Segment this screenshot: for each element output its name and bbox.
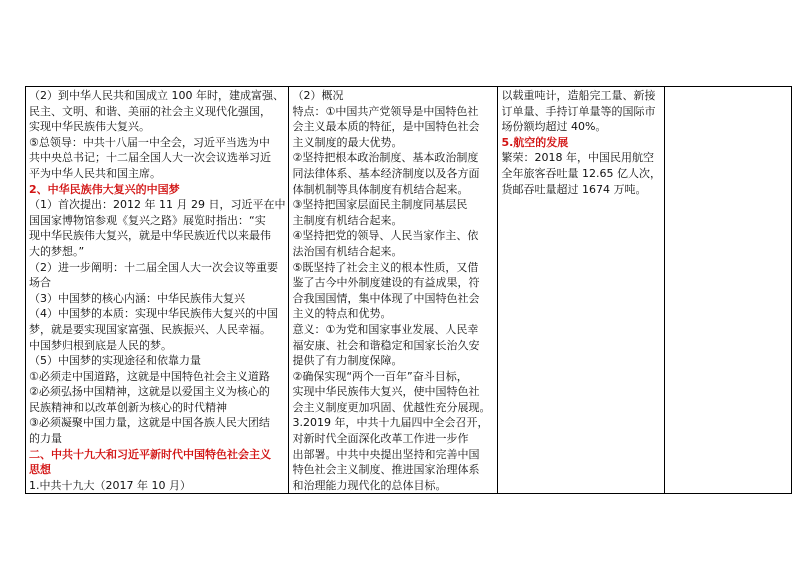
table-row [26, 87, 792, 494]
text-line: 1.中共十九大（2017 年 10 月） [29, 478, 191, 492]
text-line: 繁荣：2018 年，中国民用航空 [501, 151, 654, 165]
text-line: 福安康、社会和谐稳定和国家长治久安 [292, 338, 480, 352]
text-line: ③必须凝聚中国力量，这就是中国各族人民大团结 [29, 416, 270, 430]
column-4-cell [664, 87, 791, 494]
text-line: （4）中国梦的本质：实现中华民族伟大复兴的中国 [29, 307, 278, 321]
column-3-cell [498, 87, 664, 494]
text-line: （3）中国梦的核心内涵：中华民族伟大复兴 [29, 291, 245, 305]
text-line: 中国梦归根到底是人民的梦。 [29, 338, 172, 352]
text-line: 场份额均超过 40%。 [501, 120, 607, 134]
section-heading: 二、中共十九大和习近平新时代中国特色社会主义 [29, 447, 271, 461]
text-line: 对新时代全面深化改革工作进一步作 [292, 432, 469, 446]
text-line: ②必须弘扬中国精神，这就是以爱国主义为核心的 [29, 385, 270, 399]
text-line: 订单量、手持订单量等的国际市 [501, 104, 656, 118]
text-line: 实现中华民族伟大复兴。 [29, 120, 150, 134]
text-line: 法治国有机结合起来。 [292, 244, 403, 258]
text-line: 场合 [29, 276, 51, 290]
text-line: 意义：①为党和国家事业发展、人民幸 [292, 322, 479, 336]
text-line: ⑤总领导：中共十八届一中全会，习近平当选为中 [29, 135, 270, 149]
text-line: 货邮吞吐量超过 1674 万吨。 [501, 182, 647, 196]
text-line: ④坚持把党的领导、人民当家作主、依 [292, 229, 479, 243]
text-line: 特色社会主义制度、推进国家治理体系 [292, 463, 480, 477]
text-line: 提供了有力制度保障。 [292, 354, 403, 368]
column-1-cell [26, 87, 289, 494]
text-line: ③坚持把国家层面民主制度同基层民 [292, 198, 468, 212]
text-line: 民族精神和以改革创新为核心的时代精神 [29, 400, 227, 414]
text-line: 会主义制度更加巩固、优越性充分展现。 [292, 400, 491, 414]
text-line: （5）中国梦的实现途径和依靠力量 [29, 354, 201, 368]
text-line: （2）概况 [292, 89, 344, 102]
text-line: 主义的特点和优势。 [292, 307, 392, 321]
text-line: 梦，就是要实现国家富强、民族振兴、人民幸福。 [29, 322, 271, 336]
text-line: 国国家博物馆参观《复兴之路》展览时指出：“实 [29, 213, 266, 227]
text-line: 主制度有机结合起来。 [292, 213, 403, 227]
text-line: 体制机制等具体制度有机结合起来。 [292, 182, 469, 196]
text-line: 以载重吨计，造船完工量、新接 [501, 89, 656, 102]
text-line: 大的梦想。” [29, 244, 85, 258]
text-line: ②确保实现“两个一百年”奋斗目标， [292, 369, 468, 383]
text-line: （2）进一步阐明：十二届全国人大一次会议等重要 [29, 260, 278, 274]
text-line: 出部署。中共中央提出坚持和完善中国 [292, 447, 480, 461]
text-line: 特点：①中国共产党领导是中国特色社 [292, 104, 479, 118]
text-line: 全年旅客吞吐量 12.65 亿人次， [501, 166, 661, 180]
section-heading: 5.航空的发展 [501, 135, 569, 149]
text-line: （2）到中华人民共和国成立 100 年时，建成富强、 [29, 89, 284, 102]
text-line: 的力量 [29, 432, 62, 446]
text-line: 民主、文明、和谐、美丽的社会主义现代化强国， [29, 104, 271, 118]
text-line: 和治理能力现代化的总体目标。 [292, 478, 447, 492]
text-line: 合我国国情，集中体现了中国特色社会 [292, 291, 480, 305]
text-line: 会主义最本质的特征，是中国特色社会 [292, 120, 480, 134]
text-line: 同法律体系、基本经济制度以及各方面 [292, 166, 480, 180]
text-line: 平为中华人民共和国主席。 [29, 166, 161, 180]
text-line: 现中华民族伟大复兴，就是中华民族近代以来最伟 [29, 229, 271, 243]
text-line: 共中央总书记；十二届全国人大一次会议选举习近 [29, 151, 271, 165]
text-line: 实现中华民族伟大复兴，使中国特色社 [292, 385, 480, 399]
text-line: （1）首次提出：2012 年 11 月 29 日，习近平在中 [29, 198, 286, 212]
text-line: ①必须走中国道路，这就是中国特色社会主义道路 [29, 369, 270, 383]
section-heading: 思想 [29, 463, 51, 477]
text-line: 主义制度的最大优势。 [292, 135, 403, 149]
text-line: 3.2019 年，中共十九届四中全会召开， [292, 416, 489, 430]
section-heading: 2、中华民族伟大复兴的中国梦 [29, 182, 180, 196]
content-table [25, 86, 792, 494]
text-line: ⑤既坚持了社会主义的根本性质，又借 [292, 260, 479, 274]
text-line: ②坚持把根本政治制度、基本政治制度 [292, 151, 479, 165]
text-line: 鉴了古今中外制度建设的有益成果，符 [292, 276, 480, 290]
column-2-cell [289, 87, 498, 494]
